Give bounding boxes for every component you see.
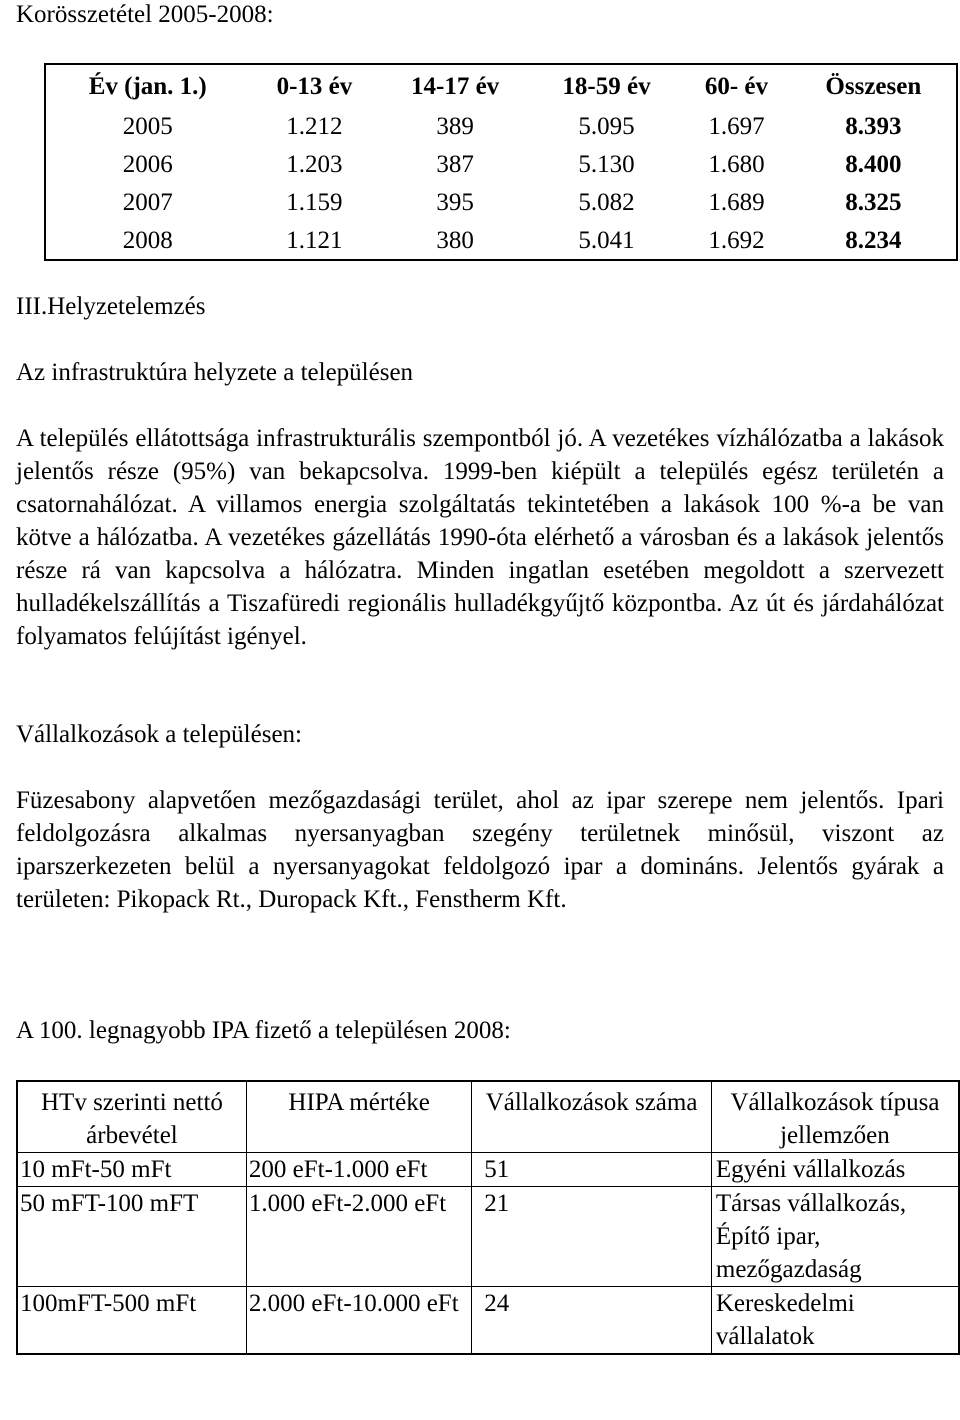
cell-revenue: 50 mFT-100 mFT <box>17 1187 246 1287</box>
cell-business-type: Egyéni vállalkozás <box>711 1153 959 1187</box>
cell-value: 389 <box>436 112 474 140</box>
table-row <box>17 1287 959 1355</box>
cell-year: 2007 <box>122 188 173 216</box>
cell-value: 1.121 <box>286 226 343 254</box>
cell-value: 5.130 <box>578 150 635 178</box>
cell-value: 1.692 <box>708 226 765 254</box>
cell-total: 8.393 <box>845 112 902 140</box>
cell-hipa-rate: 2.000 eFt-10.000 eFt <box>246 1287 471 1355</box>
table-row <box>17 1153 959 1187</box>
cell-hipa-rate: 200 eFt-1.000 eFt <box>246 1153 471 1187</box>
infra-paragraph: A település ellátottsága infrastrukturális szempontból jó. A vezetékes vízhálózatba a lakások jelentős része (95%) van bekapcsolva. 1999-ben kiépült a település egész területén a csatornahálózat. A villamos energia szolgáltatás tekintetében a lakások 100 %-a be van kötve a hálózatba. A vezetékes gázellátás 1990-óta elérhető a városban és a lakások jelentős része rá van kapcsolva a hálózatra. Minden ingatlan esetében megoldott a szervezett hulladékelszállítás a Tiszafüredi regionális hulladékgyűjtő központba. Az út és járdahálózat folyamatos felújítást igényel. <box>16 425 944 650</box>
cell-business-count: 24 <box>472 1287 712 1355</box>
cell-value: 1.212 <box>286 112 343 140</box>
cell-value: 5.041 <box>578 226 635 254</box>
table-row <box>45 107 957 145</box>
cell-revenue: 100mFT-500 mFt <box>17 1287 246 1355</box>
ipa-heading: A 100. legnagyobb IPA fizető a településen 2008: <box>16 1017 511 1044</box>
header-age-14-17: 14-17 év <box>411 72 500 100</box>
cell-value: 395 <box>436 188 474 216</box>
cell-value: 1.159 <box>286 188 343 216</box>
table-row <box>45 183 957 221</box>
cell-business-type: Társas vállalkozás, Építő ipar, mezőgazdaság <box>711 1187 959 1287</box>
cell-revenue: 10 mFt-50 mFt <box>17 1153 246 1187</box>
cell-value: 387 <box>436 150 474 178</box>
cell-year: 2005 <box>122 112 173 140</box>
cell-value: 1.203 <box>286 150 343 178</box>
chapter-heading: III.Helyzetelemzés <box>16 293 206 320</box>
header-age-0-13: 0-13 év <box>276 72 353 100</box>
header-age-60-plus: 60- év <box>704 72 769 100</box>
cell-value: 5.095 <box>578 112 635 140</box>
table-row <box>45 221 957 260</box>
header-business-count: Vállalkozások száma <box>472 1081 712 1153</box>
ipa-table <box>16 1080 960 1355</box>
header-total: Összesen <box>825 72 922 100</box>
table-header-row <box>17 1081 959 1153</box>
business-heading: Vállalkozások a településen: <box>16 721 302 748</box>
cell-business-count: 51 <box>472 1153 712 1187</box>
business-paragraph: Füzesabony alapvetően mezőgazdasági terület, ahol az ipar szerepe nem jelentős. Ipari feldolgozásra alkalmas nyersanyagban szegény területnek minősül, viszont az iparszerkezeten belül a nyersanyagokat feldolgozó ipar a domináns. Jelentős gyárak a területen: Pikopack Rt., Duropack Kft., Fenstherm Kft. <box>16 787 944 913</box>
age-composition-table <box>44 63 958 261</box>
cell-value: 5.082 <box>578 188 635 216</box>
table-row <box>45 145 957 183</box>
header-age-18-59: 18-59 év <box>562 72 651 100</box>
infra-heading: Az infrastruktúra helyzete a településen <box>16 359 414 386</box>
section-title: Korösszetétel 2005-2008: <box>16 1 274 28</box>
cell-value: 1.697 <box>708 112 765 140</box>
header-business-type: Vállalkozások típusa jellemzően <box>711 1081 959 1153</box>
header-year: Év (jan. 1.) <box>88 72 207 100</box>
cell-business-count: 21 <box>472 1187 712 1287</box>
cell-year: 2008 <box>122 226 173 254</box>
cell-year: 2006 <box>122 150 173 178</box>
cell-value: 1.689 <box>708 188 765 216</box>
header-hipa-rate: HIPA mértéke <box>246 1081 471 1153</box>
cell-total: 8.234 <box>845 226 902 254</box>
cell-business-type: Kereskedelmi vállalatok <box>711 1287 959 1355</box>
cell-value: 380 <box>436 226 474 254</box>
header-revenue: HTv szerinti nettó árbevétel <box>17 1081 246 1153</box>
table-row <box>17 1187 959 1287</box>
cell-total: 8.325 <box>845 188 902 216</box>
table-header-row <box>45 64 957 107</box>
cell-hipa-rate: 1.000 eFt-2.000 eFt <box>246 1187 471 1287</box>
cell-value: 1.680 <box>708 150 765 178</box>
cell-total: 8.400 <box>845 150 902 178</box>
